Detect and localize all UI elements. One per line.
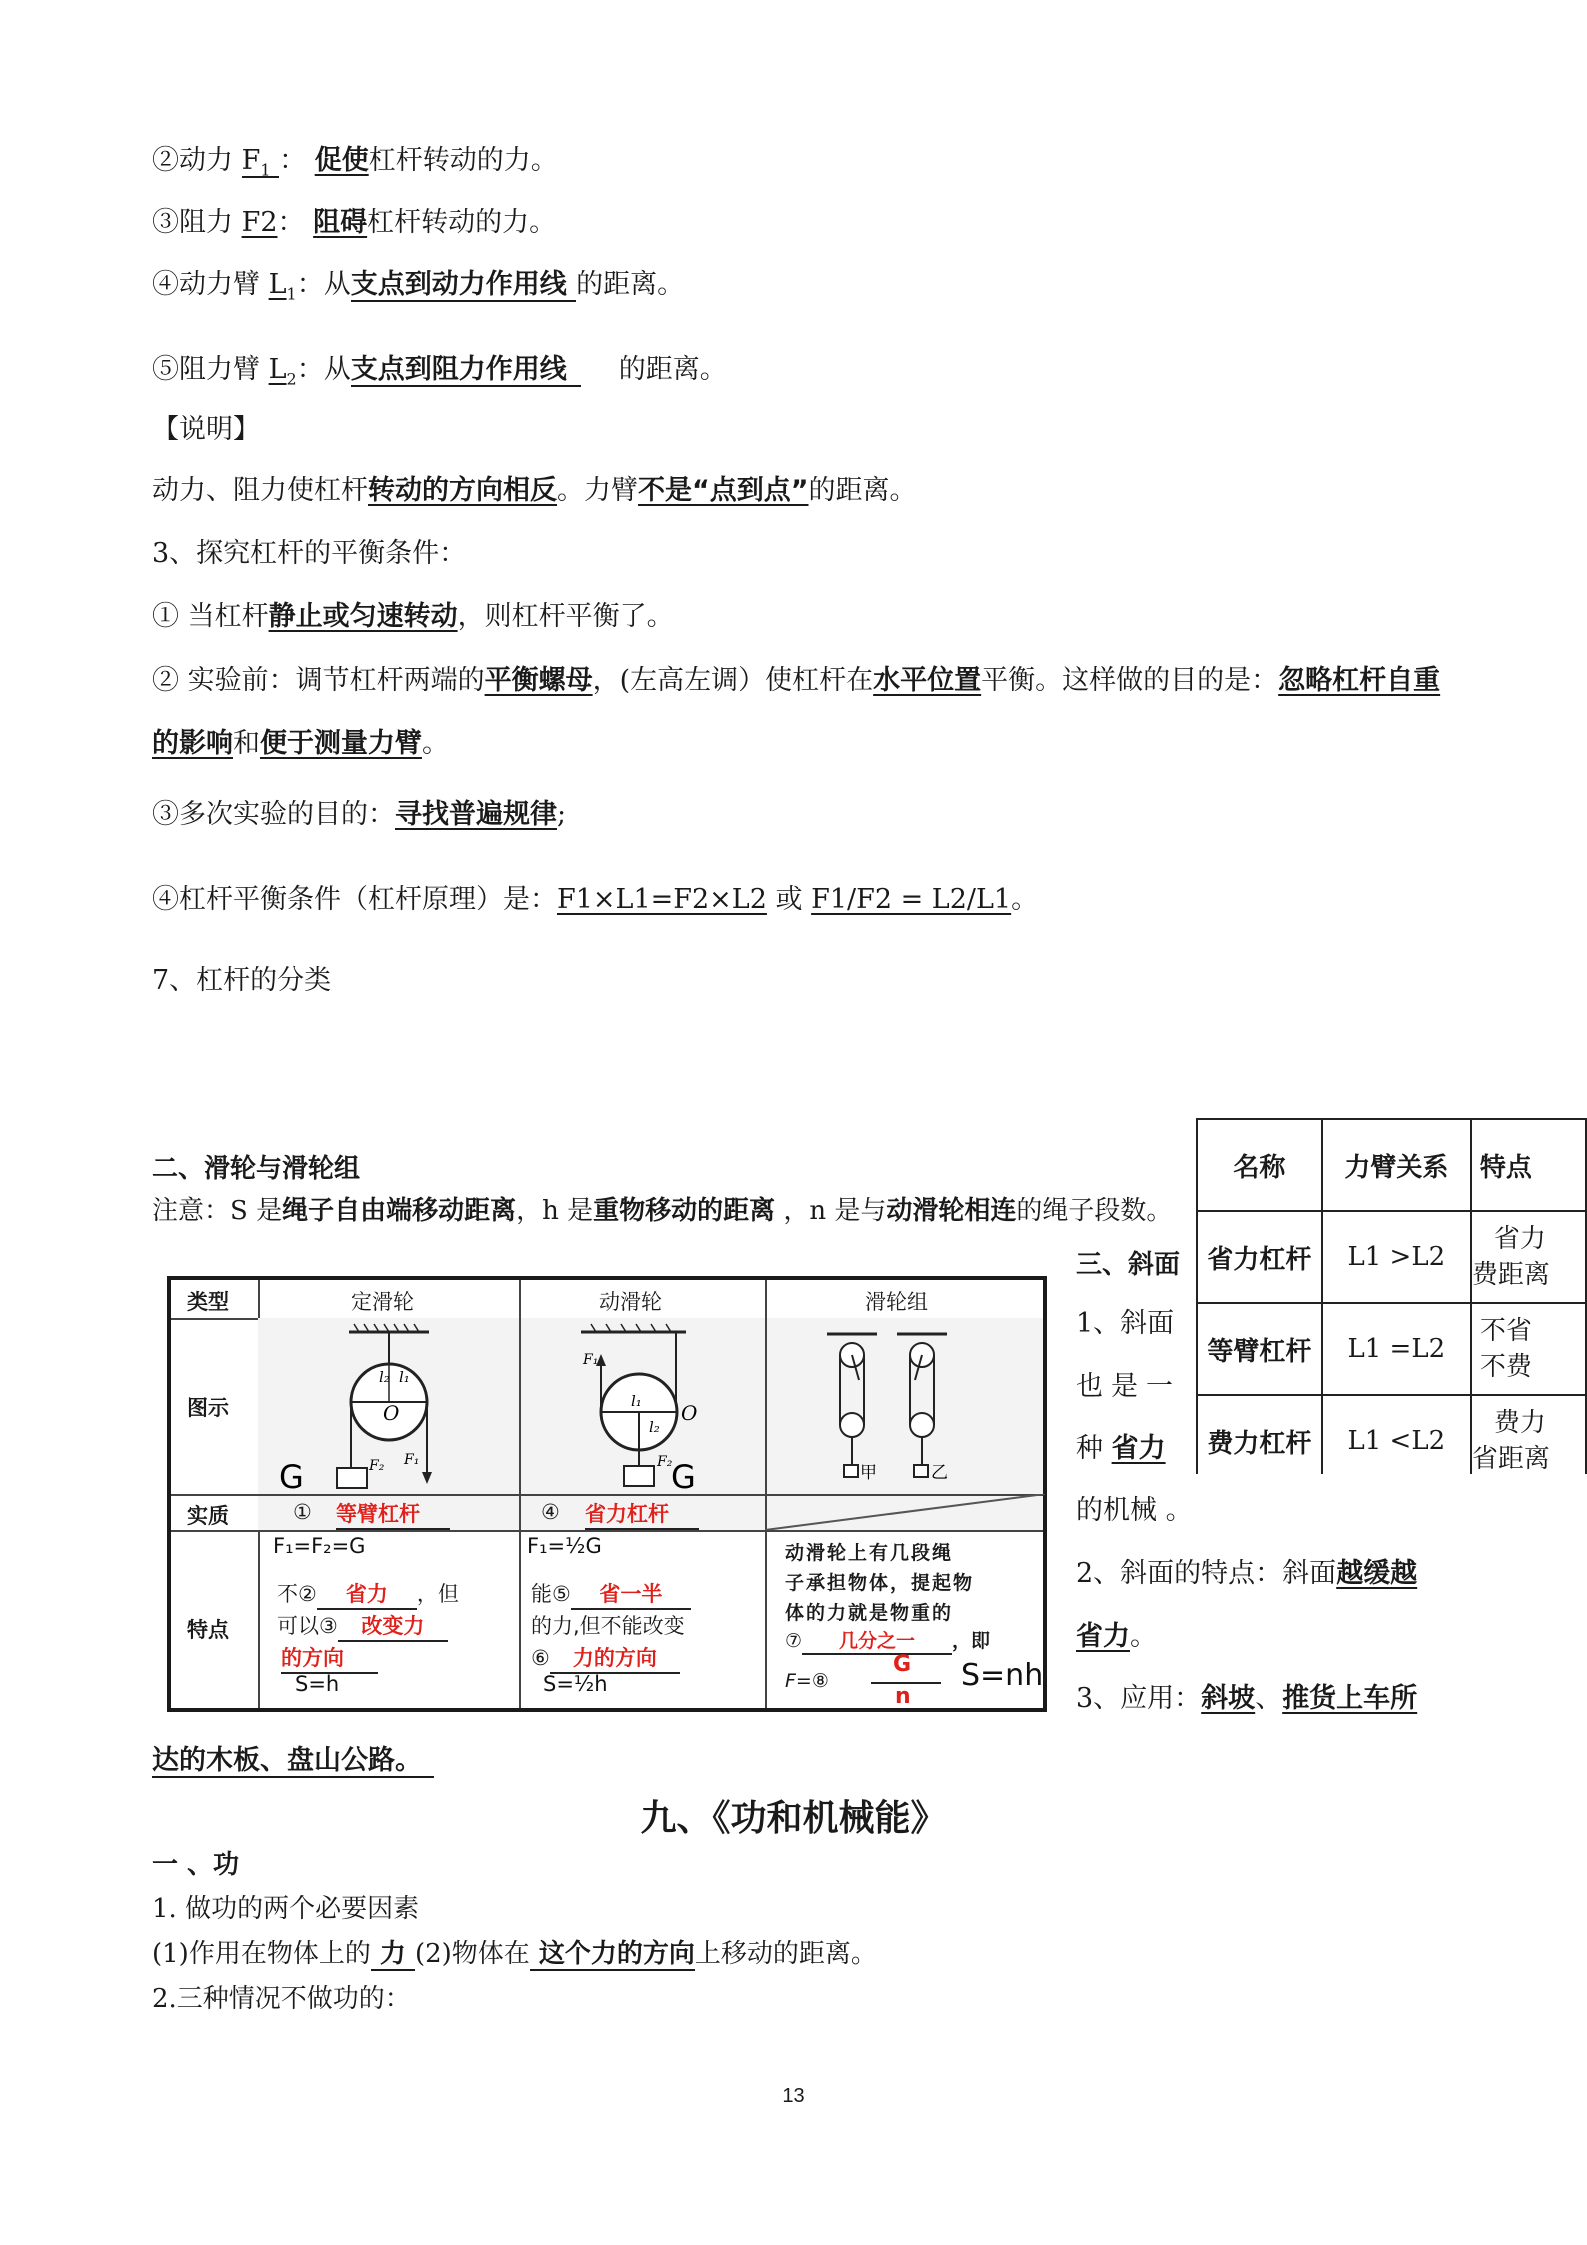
- label-l1: l₁: [631, 1392, 642, 1410]
- header-type: 类型: [187, 1290, 229, 1314]
- fixed-s: S=h: [295, 1672, 340, 1696]
- lever-table: [1196, 1118, 1587, 1474]
- pulley-group-diagram: [767, 1320, 1043, 1492]
- row-diagram: 图示: [187, 1396, 229, 1420]
- fixed-direction: 的方向: [281, 1642, 378, 1674]
- answer: 支点到阻力作用线: [351, 354, 581, 387]
- answer: 阻碍: [313, 207, 368, 238]
- chapter-title: 九、《功和机械能》: [640, 1798, 947, 1839]
- label-G: G: [279, 1458, 304, 1492]
- term-F1: $F_1$: [242, 145, 280, 178]
- fixed-essence: 等臂杠杆: [336, 1498, 450, 1530]
- line-power-arm: ④动力臂 $L_1$：从支点到动力作用线 的距离。: [152, 269, 685, 304]
- table-row: 费力杠杆 L1 <L2 费力 省距离: [1197, 1395, 1586, 1474]
- balance-point-3: ③多次实验的目的：寻找普遍规律;: [152, 799, 567, 830]
- text: 杠杆转动的力。: [368, 145, 558, 176]
- balance-point-1: ① 当杠杆静止或匀速转动，则杠杆平衡了。: [152, 601, 674, 632]
- label-G: G: [671, 1458, 696, 1492]
- diagonal-line: [765, 1494, 1045, 1530]
- pulley-note: 注意：S 是绳子自由端移动距离，h 是重物移动的距离 ，n 是与动滑轮相连的绳子段数。: [152, 1196, 1173, 1226]
- answer: 支点到动力作用线: [350, 269, 577, 300]
- header-relation: 力臂关系: [1322, 1119, 1471, 1211]
- header-fixed: 定滑轮: [351, 1290, 414, 1314]
- movable-pulley-diagram: [521, 1320, 765, 1492]
- text: ：: [279, 145, 315, 176]
- label-O: O: [681, 1401, 698, 1425]
- table-row: 等臂杠杆 L1 =L2 不省 不费: [1197, 1303, 1586, 1395]
- movable-s: S=½h: [543, 1672, 608, 1696]
- incline-heading: 三、斜面: [1076, 1250, 1181, 1280]
- label-F2: F₂: [657, 1454, 673, 1470]
- text: ②动力: [152, 145, 242, 176]
- header-name: 名称: [1197, 1119, 1322, 1211]
- line-power: [152, 142, 558, 189]
- label-F1: F₁: [404, 1452, 420, 1468]
- label-l2: l₂: [649, 1418, 660, 1436]
- label-jia: 甲: [860, 1463, 877, 1483]
- balance-point-2-cont: 的影响和便于测量力臂。: [152, 728, 449, 759]
- label-O: O: [383, 1401, 400, 1425]
- fixed-pulley-diagram: [259, 1320, 517, 1492]
- classify-heading: 7、杠杆的分类: [152, 965, 332, 996]
- label-l1: l₁: [399, 1368, 410, 1386]
- group-s: S=nh: [961, 1658, 1044, 1693]
- line-resistance-arm: ⑤阻力臂 $L_2$：从支点到阻力作用线 的距离。: [152, 354, 727, 389]
- movable-essence: 省力杠杆: [585, 1498, 699, 1530]
- note-text: 动力、阻力使杠杆转动的方向相反。力臂不是“点到点”的距离。: [152, 475, 917, 506]
- header-feature: 特点: [1471, 1119, 1586, 1211]
- page-number: 13: [782, 2085, 805, 2107]
- pulley-table: 类型 定滑轮 动滑轮 滑轮组 图示 实质 特点 l₂ l₁ O F₂ F₁ G F₁ l₁ l₂ O F₂ G 甲 乙 ① 等臂杠杆 ④ 省力杠杆 F₁=F₂=G 不② 省力 ，但 可以③ 改变力 的方向 S=h F₁=½G 能⑤ 省一半 的力,但不能改变 ⑥ 力的方向 S=½h 动滑轮上有几段绳 子承担物体，提起物 体的力就是物重的 ⑦ 几分之一 ，即 F=⑧ G n S=nh: [167, 1276, 1047, 1712]
- incline-application-cont: 达的木板、盘山公路。: [152, 1742, 434, 1780]
- header-movable: 动滑轮: [599, 1290, 662, 1314]
- balance-heading: 3、探究杠杆的平衡条件：: [152, 538, 467, 569]
- row-feature: 特点: [187, 1618, 229, 1642]
- label-F2: F₂: [369, 1458, 385, 1474]
- pulley-heading: 二、滑轮与滑轮组: [152, 1154, 361, 1184]
- fixed-formula: F₁=F₂=G: [273, 1534, 366, 1558]
- label-F1: F₁: [583, 1352, 599, 1368]
- section-work: 一 、功: [152, 1850, 240, 1880]
- balance-point-4: ④杠杆平衡条件（杠杆原理）是：F1×L1=F2×L2 或 F1/F2 = L2/L1。: [152, 884, 1039, 915]
- term-F2: F2: [241, 207, 278, 238]
- lever-table-clip: [1196, 1118, 1587, 1474]
- line-resistance: ③阻力 F2： 阻碍杠杆转动的力。: [152, 207, 557, 238]
- label-l2: l₂: [379, 1368, 390, 1386]
- balance-point-2: ② 实验前：调节杠杆两端的平衡螺母，(左高左调）使杠杆在水平位置平衡。这样做的目的是：忽略杠杆自重: [152, 665, 1441, 696]
- note-heading: 【说明】: [152, 414, 260, 445]
- answer: 促使: [314, 145, 369, 176]
- movable-formula: F₁=½G: [527, 1534, 602, 1558]
- label-yi: 乙: [931, 1463, 948, 1483]
- row-essence: 实质: [187, 1504, 229, 1528]
- table-row: 省力杠杆 L1 >L2 省力 费距离: [1197, 1211, 1586, 1303]
- header-group: 滑轮组: [865, 1290, 928, 1314]
